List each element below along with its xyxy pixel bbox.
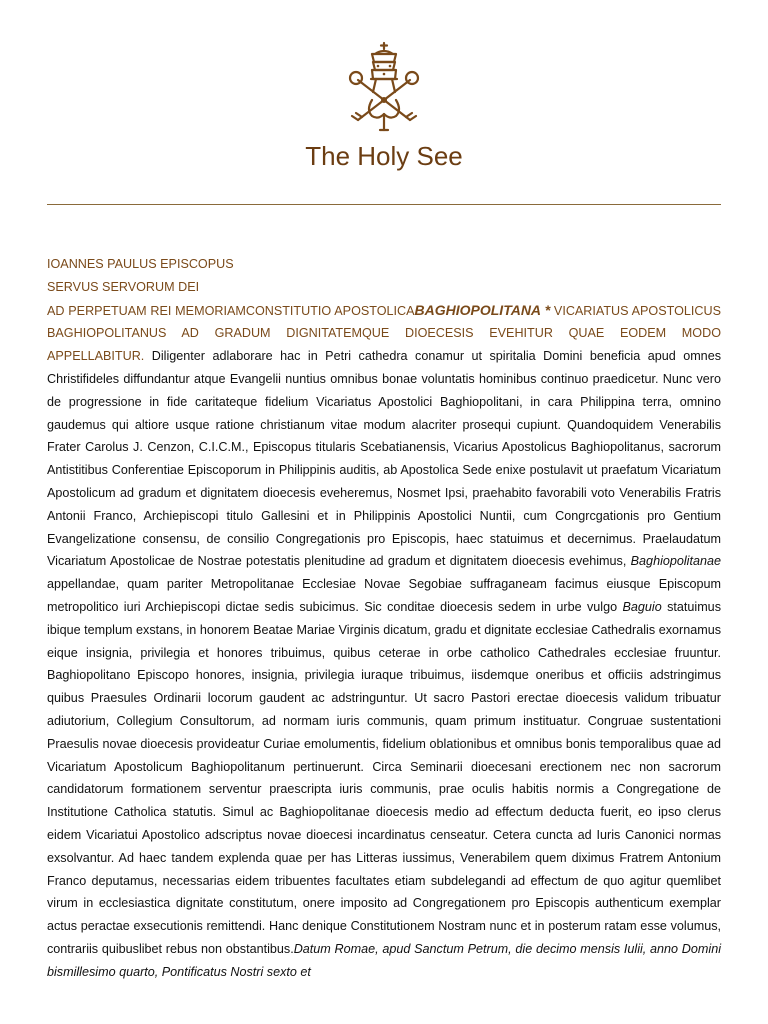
doc-main-paragraph	[47, 299, 721, 984]
doc-body-text-2: appellandae, quam pariter Metropolitanae Ecclesiae Novae Segobiae suffraganeam facimus eiusque Episcopum metropolitico iuri Archiepiscopi dictae sedis subicimus. Sic conditae dioecesis sedem in urbe vulgo	[47, 577, 721, 614]
header-divider	[47, 204, 721, 205]
doc-heading-line-2: SERVUS SERVORUM DEI	[47, 279, 200, 294]
doc-body-italic-1: Baghiopolitanae	[630, 554, 721, 569]
doc-heading-line-3a: AD PERPETUAM REI MEMORIAMCONSTITUTIO APOSTOLICA	[47, 303, 415, 318]
document-body	[47, 253, 721, 984]
doc-body-text-3: statuimus ibique templum exstans, in honorem Beatae Mariae Virginis dicatum, gradu et dignitate ecclesiae Cathedralis exornamus eique insignia, privilegia et honores tribuimus, quibus ceterae in orbe catholico Cathedrales ecclesiae fruuntur. Baghiopolitano Episcopo honores, insignia, privilegia iuraque tribuimus, iisdemque oneribus et officiis adstringimus quibus Praesules Ordinarii locorum gaudent ac adstringuntur. Ut sacro Pastori erectae dioecesis validum tribuatur adiutorium, Collegium Consultorum, ad normam iuris communis, quam primum instituatur. Congruae sustentationi Praesulis novae dioecesis provideatur Curiae emolumentis, fidelium oblationibus et omnibus bonis temporalibus quae ad Vicariatum Apostolicum Baghiopolitanum pertinuerunt. Circa Seminarii dioecesani erectionem nec non sacrorum candidatorum formationem serventur praescripta iuris communis, prae oculis habitis normis a Congregatione de Institutione Catholica statutis. Simul ac Baghiopolitanae dioecesis medio ad effectum deducta fuerit, eo ipso clerus eidem Vicariatui Apostolico adscriptus novae dioecesi incardinatus censeatur. Cetera cuncta ad Iuris Canonici normas exsolvantur. Ad haec tandem explenda quae per has Litteras iussimus, Venerabilem quem diximus Fratrem Antonium Franco deputamus, necessarias eidem tribuentes facultates etiam subdelegandi ad effectum de quo agitur quemlibet virum in ecclesiastica dignitate constitutum, onere imposito ad Congregationem pro Episcopis authenticum exemplar actus peractae exsecutionis remittendi. Hanc denique Constitutionem Nostram nunc et in posterum ratam esse volumus, contrariis quibuslibet rebus non obstantibus.	[47, 599, 721, 956]
doc-body-text-1: Diligenter adlaborare hac in Petri cathedra conamur ut spiritalia Domini beneficia apud omnes Christifideles diffundantur atque Evangelii nuntius omnibus bonae voluntatis hominibus continuo praedicetur. Nunc vero de progressione in fide caritateque fidelium Vicariatus Apostolici Baghiopolitani, in cara Philippina terra, omnino gaudemus qui altiore usque ratione christianum vitae modum alacriter prosequi cupiunt. Quandoquidem Venerabilis Frater Carolus J. Cenzon, C.I.C.M., Episcopus titularis Scebatianensis, Vicarius Apostolicus Baghiopolitanus, sacrorum Antistitibus Conferentiae Episcoporum in Philippinis auditis, ab Apostolica Sede enixe postulavit ut praefatum Vicariatum Apostolicum ad gradum et dignitatem dioecesis eveheremus, Nosmet Ipsi, praehabito favorabili voto Venerabilis Fratris Antonii Franco, Archiepiscopi titulo Gallesini et in Philippinis Apostolici Nuntii, cum Congrcgationis pro Gentium Evangelizatione consensu, de consilio Congregationis pro Episcopis, haec statuimus et decernimus. Praelaudatum Vicariatum Apostolicae de Nostrae potestatis plenitudine ad gradum et dignitatem dioecesis evehimus,	[47, 349, 721, 569]
site-title[interactable]: The Holy See	[305, 141, 463, 171]
doc-heading-line-1: IOANNES PAULUS EPISCOPUS	[47, 257, 234, 271]
page-header	[0, 0, 768, 210]
doc-body-italic-2: Baguio	[622, 599, 662, 614]
papal-keys-tiara-icon[interactable]	[342, 40, 426, 134]
doc-heading-line-3c: VICARIATUS APOSTOLICUS BAGHIOPOLITANUS AD GRADUM DIGNITATEMQUE DIOECESIS EVEHITUR QUAE EODEM MODO APPELLABITUR.	[47, 303, 721, 364]
doc-body-italic-date: Datum Romae, apud Sanctum Petrum, die decimo mensis Iulii, anno Domini bismillesimo quarto, Pontificatus Nostri sexto et	[47, 941, 721, 979]
doc-title-baghiopolitana: BAGHIOPOLITANA *	[414, 301, 551, 318]
